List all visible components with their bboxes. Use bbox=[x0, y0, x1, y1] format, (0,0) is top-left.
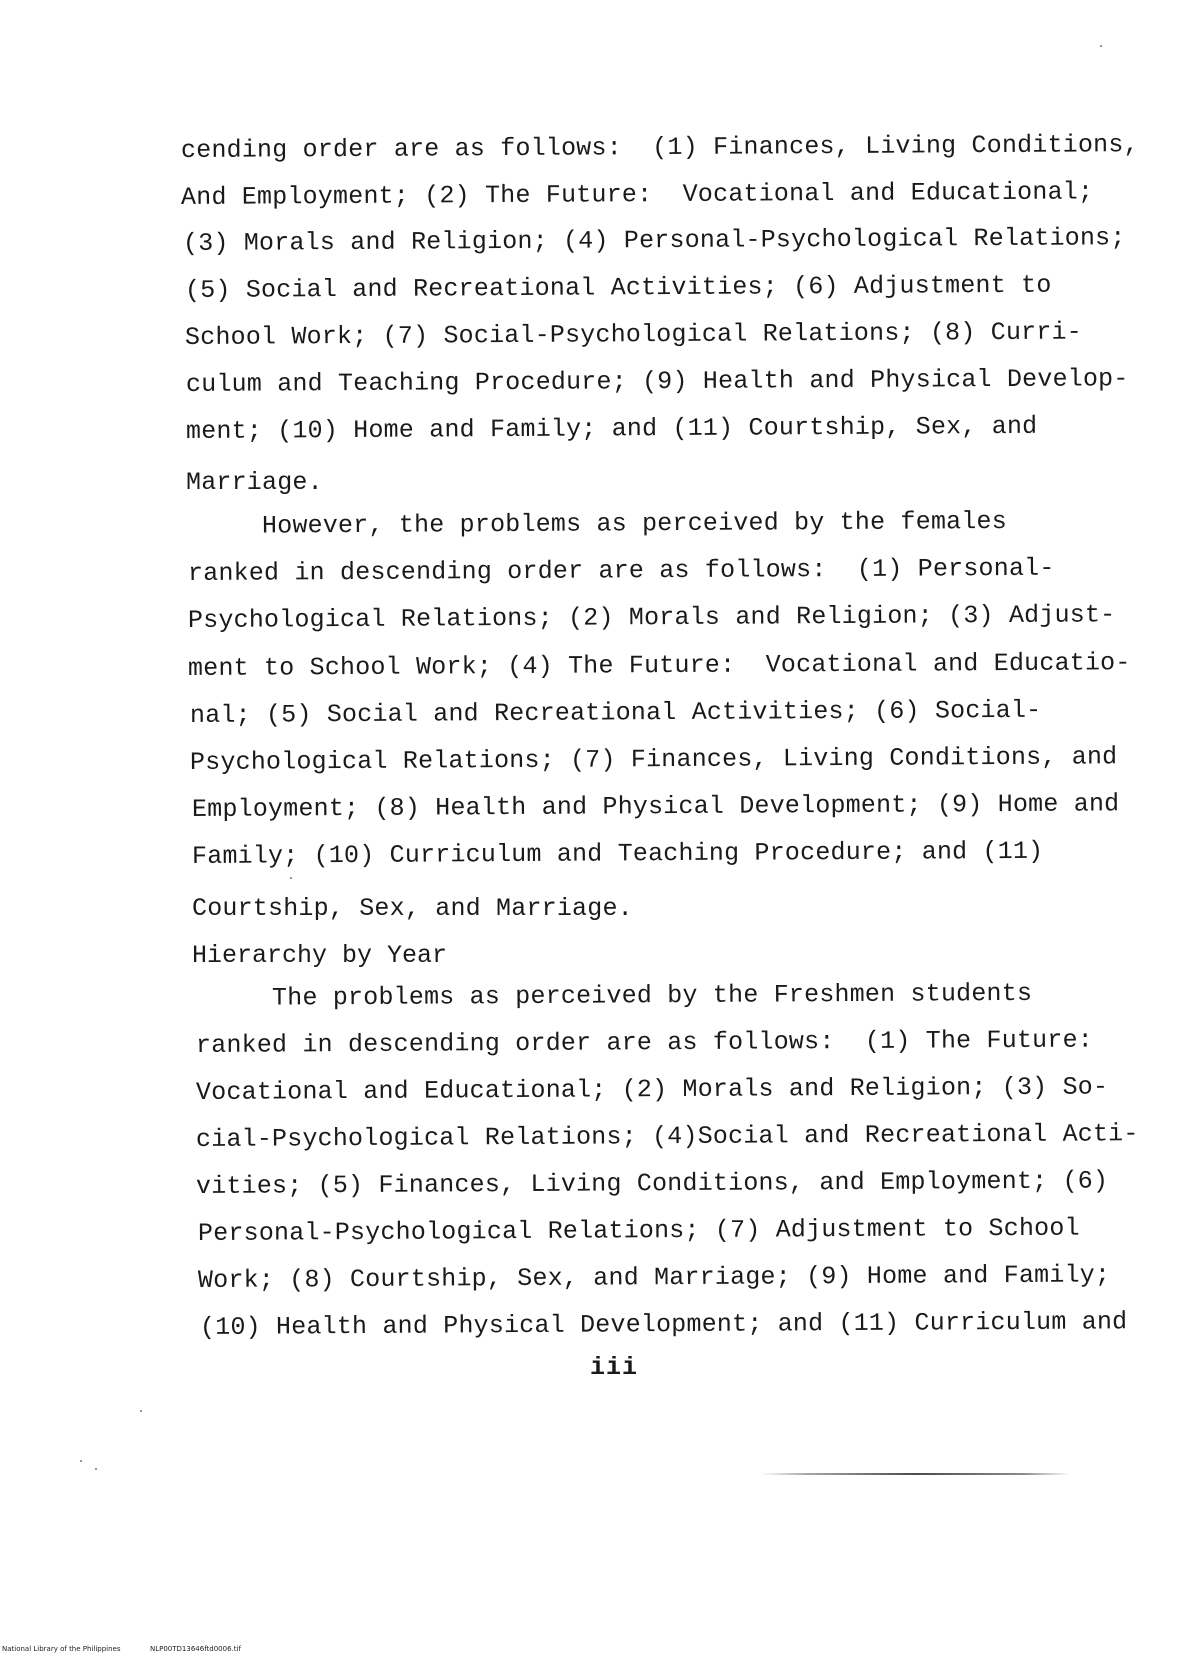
text-line: However, the problems as perceived by the females bbox=[185, 506, 1008, 541]
text-line: ment; (10) Home and Family; and (11) Courtship, Sex, and bbox=[185, 411, 1038, 446]
text-line: vities; (5) Finances, Living Conditions, and Employment; (6) bbox=[195, 1166, 1109, 1201]
text-line: And Employment; (2) The Future: Vocational and Educational; bbox=[180, 177, 1094, 212]
text-line: Work; (8) Courtship, Sex, and Marriage; (9) Home and Family; bbox=[197, 1260, 1111, 1295]
text-line: School Work; (7) Social-Psychological Relations; (8) Curri- bbox=[184, 317, 1083, 352]
text-line: Courtship, Sex, and Marriage. bbox=[192, 894, 633, 923]
scan-speck bbox=[80, 1460, 82, 1462]
scan-speck bbox=[95, 1468, 97, 1470]
scan-artifact-line bbox=[760, 1473, 1070, 1475]
text-line: cending order are as follows: (1) Finances, Living Conditions, bbox=[180, 130, 1139, 165]
section-heading: Hierarchy by Year bbox=[192, 941, 448, 970]
text-line: Employment; (8) Health and Physical Development; (9) Home and bbox=[191, 789, 1120, 824]
scan-speck bbox=[290, 877, 292, 879]
text-line: cial-Psychological Relations; (4)Social and Recreational Acti- bbox=[195, 1119, 1139, 1154]
file-identifier: NLP00TD13646ftd0006.tif bbox=[150, 1645, 241, 1653]
text-line: Family; (10) Curriculum and Teaching Procedure; and (11) bbox=[191, 836, 1044, 871]
text-line: ranked in descending order are as follows: (1) Personal- bbox=[187, 553, 1055, 588]
text-line: ranked in descending order are as follows: (1) The Future: bbox=[195, 1025, 1094, 1060]
text-line: (3) Morals and Religion; (4) Personal-Psychological Relations; bbox=[182, 223, 1126, 258]
text-line: Personal-Psychological Relations; (7) Adjustment to School bbox=[197, 1213, 1080, 1248]
text-line: nal; (5) Social and Recreational Activities; (6) Social- bbox=[189, 695, 1042, 730]
library-credit: National Library of the Philippines bbox=[2, 1645, 121, 1653]
text-line: Marriage. bbox=[186, 468, 323, 497]
text-line: culum and Teaching Procedure; (9) Health and Physical Develop- bbox=[185, 364, 1129, 399]
scan-speck bbox=[1100, 45, 1102, 47]
text-line: ment to School Work; (4) The Future: Vocational and Educatio- bbox=[187, 648, 1131, 683]
text-line: The problems as perceived by the Freshmen students bbox=[195, 978, 1033, 1013]
scan-speck bbox=[140, 1410, 142, 1412]
text-line: (10) Health and Physical Development; and (11) Curriculum and bbox=[199, 1307, 1128, 1342]
text-line: Vocational and Educational; (2) Morals and Religion; (3) So- bbox=[195, 1072, 1109, 1107]
text-line: (5) Social and Recreational Activities; (6) Adjustment to bbox=[184, 270, 1052, 305]
text-line: Psychological Relations; (2) Morals and Religion; (3) Adjust- bbox=[187, 600, 1116, 635]
text-line: Psychological Relations; (7) Finances, Living Conditions, and bbox=[189, 742, 1118, 777]
page-number: iii bbox=[590, 1353, 639, 1382]
